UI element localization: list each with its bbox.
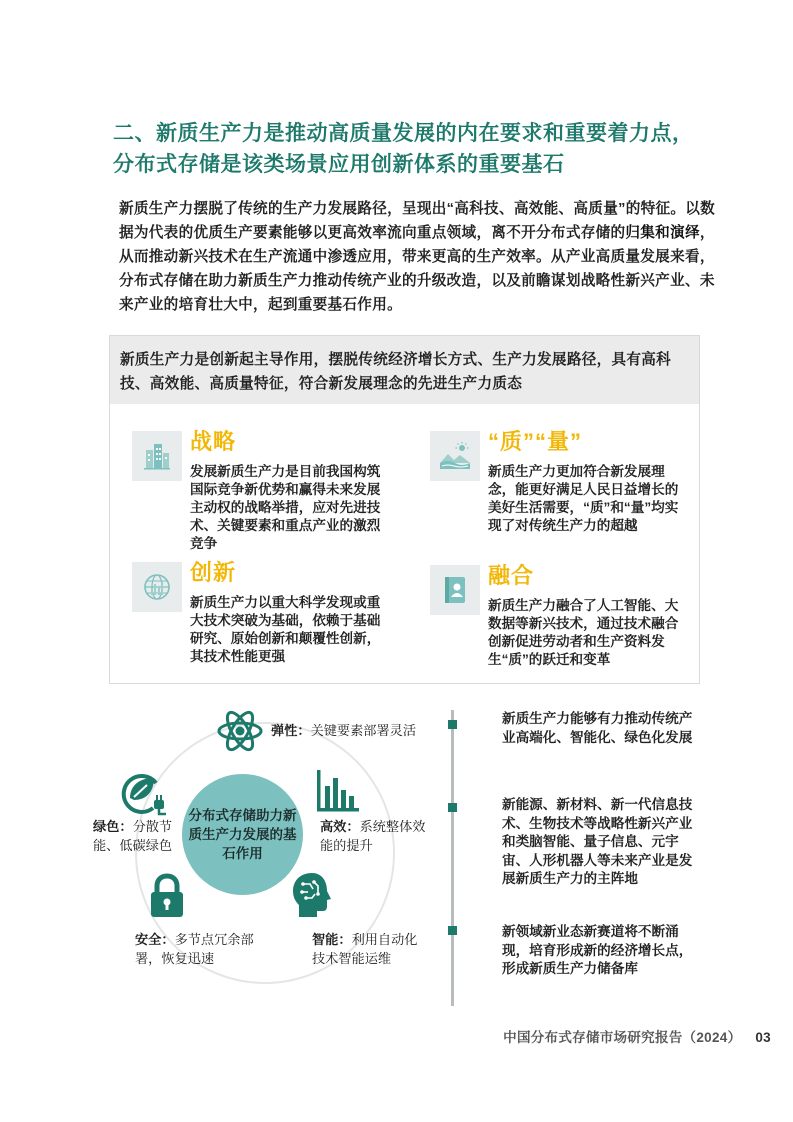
timeline-marker <box>448 720 457 729</box>
node-name: 高效 <box>320 819 347 834</box>
node-name: 智能 <box>312 932 339 947</box>
feature-text: 新质生产力以重大科学发现或重大技术突破为基础，依赖于基础研究、原始创新和颠覆性创新，其技术性能更强 <box>190 595 381 664</box>
lock-icon <box>148 873 186 924</box>
note-new-growth: 新领域新业态新赛道将不断涌现，培育形成新的经济增长点，形成新质生产力储备库 <box>502 924 693 976</box>
node-desc: 多节点冗余部署，恢复迅速 <box>135 932 254 966</box>
feature-title: “质”“量” <box>488 429 583 454</box>
report-title: 中国分布式存储市场研究报告（2024） <box>503 1030 742 1045</box>
globe-icon <box>132 562 182 612</box>
feature-text: 新质生产力融合了人工智能、大数据等新兴技术，通过技术融合创新促进劳动者和生产资料发生“质”的跃迁和变革 <box>488 598 679 667</box>
node-security-label <box>135 930 265 968</box>
bar-chart-icon <box>315 768 361 819</box>
node-intelligence-label <box>312 930 427 968</box>
atom-icon <box>216 707 264 760</box>
section-heading <box>113 118 733 180</box>
timeline-marker <box>448 926 457 935</box>
intro-part-2: ，从而推动新兴技术在生产流通中渗透应用，带来更高的生产效率。从产业高质量发展来看，分布式存储在助力新质生产力推动传统产业的升级改造，以及前瞻谋划战略性新兴产业、未来产业的培育壮大中，起到重要基石作用。 <box>119 225 715 313</box>
node-desc: 利用自动化技术智能运维 <box>312 932 418 966</box>
heading-line-2: 分布式存储是该类场景应用创新体系的重要基石 <box>113 153 565 176</box>
node-desc: 系统整体效能的提升 <box>320 819 426 853</box>
node-efficiency-label <box>320 817 435 855</box>
node-name: 绿色 <box>93 819 120 834</box>
node-separator: ： <box>161 932 175 947</box>
node-name: 安全 <box>135 932 162 947</box>
node-desc: 分散节能、低碳绿色 <box>93 819 173 853</box>
node-separator: ： <box>119 819 133 834</box>
feature-panel <box>109 335 700 684</box>
node-elastic-label <box>271 721 416 740</box>
node-desc: 关键要素部署灵活 <box>310 723 417 738</box>
intro-part-1: 新质生产力摆脱了传统的生产力发展路径，呈现出“高科技、高效能、高质量”的特征。以数据为代表的优质生产要素能够以更高效率流向重点领域，离不开分布式存储的 <box>119 201 716 241</box>
feature-text: 发展新质生产力是目前我国构筑国际竞争新优势和赢得未来发展主动权的战略举措，应对先进技术、关键要素和重点产业的激烈竞争 <box>190 464 381 551</box>
node-separator: ： <box>346 819 360 834</box>
node-separator: ： <box>338 932 352 947</box>
feature-title: 创新 <box>190 560 237 585</box>
profile-card-icon <box>430 565 480 615</box>
panel-header: 新质生产力是创新起主导作用，摆脱传统经济增长方式、生产力发展路径，具有高科技、高效能、高质量特征，符合新发展理念的先进生产力质态 <box>110 336 699 404</box>
node-green-label <box>93 817 185 855</box>
leaf-plug-icon <box>120 770 170 821</box>
intro-paragraph <box>119 197 729 317</box>
ai-head-icon <box>290 870 334 925</box>
feature-title: 战略 <box>190 429 237 454</box>
feature-text: 新质生产力更加符合新发展理念，能更好满足人民日益增长的美好生活需要，“质”和“量”均实现了对传统生产力的超越 <box>488 464 679 533</box>
landscape-icon <box>430 431 480 481</box>
note-upgrade: 新质生产力能够有力推动传统产业高端化、智能化、绿色化发展 <box>502 711 693 745</box>
page-number: 03 <box>755 1030 771 1045</box>
node-name: 弹性 <box>271 723 298 738</box>
timeline-line <box>451 710 454 1006</box>
feature-title: 融合 <box>488 563 535 588</box>
heading-line-1: 二、新质生产力是推动高质量发展的内在要求和重要着力点， <box>113 122 694 145</box>
intro-emphasis: 归集和演绎 <box>625 225 700 241</box>
note-industries: 新能源、新材料、新一代信息技术、生物技术等战略性新兴产业和类脑智能、量子信息、元宇宙、人形机器人等未来产业是发展新质生产力的主阵地 <box>502 797 693 886</box>
building-icon <box>132 431 182 481</box>
node-separator: ： <box>297 723 311 738</box>
page-footer <box>503 1026 771 1046</box>
timeline-marker <box>448 803 457 812</box>
cycle-hub: 分布式存储助力新质生产力发展的基石作用 <box>182 774 303 895</box>
